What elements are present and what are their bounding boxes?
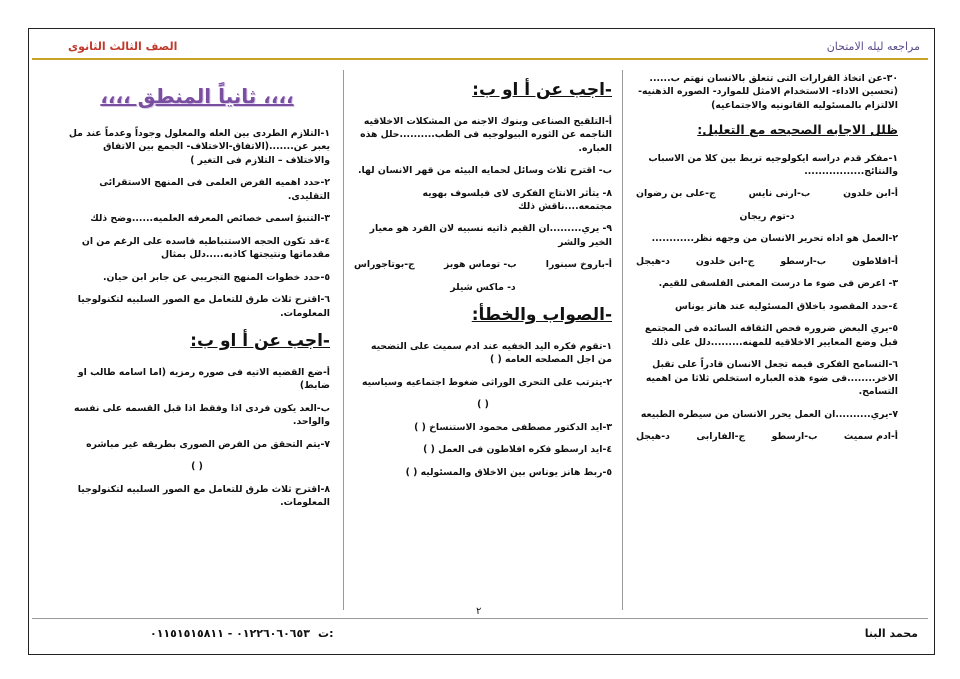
choice: أ-افلاطون xyxy=(852,255,898,267)
question-4: ٤-حدد المقصود باخلاق المسئوليه عند هانز يوناس xyxy=(675,300,898,312)
choice: د-هيجل xyxy=(636,431,670,443)
page-number: ٢ xyxy=(476,606,482,617)
footer-author: محمد البنا xyxy=(864,627,918,640)
question-4: ٤-قد تكون الحجه الاستنباطيه فاسده على الرغم من ان مقدماتها ونتيجتها كاذبه.....دلل بمثال xyxy=(81,235,330,261)
section-heading-answer: -اجب عن أ او ب: xyxy=(190,331,330,352)
choice: ب-ارنى نايس xyxy=(748,188,811,200)
header-title-left: الصف الثالث الثانوى xyxy=(68,40,178,53)
question-a: أ-ضع القضيه الاتيه فى صوره رمزيه (اما اسامه طالب او ضابط) xyxy=(77,366,330,392)
question-2-choices xyxy=(636,255,898,268)
section-heading-true-false: -الصواب والخطأ: xyxy=(471,305,612,326)
logic-section-title: ،،،، ثانياً المنطق ،،،، xyxy=(100,84,294,108)
header-title-right: مراجعه ليله الامتحان xyxy=(826,40,920,53)
left-column xyxy=(64,72,330,519)
question-7: ٧-يتم التحقق من الفرض الصورى بطريقه غير مباشره xyxy=(86,438,330,450)
question-1-choices xyxy=(636,187,898,200)
question-b: ب- اقترح ثلاث وسائل لحمايه البيئه من قهر الانسان لها. xyxy=(358,165,612,177)
question-2: ٢-العمل هو اداه تحرير الانسان من وجهه نظر............ xyxy=(651,233,898,245)
question-7: ٧-يري..........ان العمل يحرر الانسان من سيطره الطبيعه xyxy=(640,408,898,420)
tf-item-4: ٤-ايد ارسطو فكره افلاطون فى العمل ( ) xyxy=(423,444,612,456)
question-1: ١-التلازم الطردى بين العله والمعلول وجوداً وعدماً عند مل يعبر عن.......(الاتفاق-الاختلاف- الجمع بين الاتفاق والاختلاف – التلازم فى التغير ) xyxy=(68,128,330,166)
choice: ج-على بن رضوان xyxy=(636,188,716,200)
question-a: أ-التلقيح الصناعى وبنوك الاجنه من المشكلات الاخلاقيه الناجمه عن الثوره البيولوجيه فى الطب..........حلل هذه العباره. xyxy=(360,115,612,154)
choice: أ-باروخ سبنورا xyxy=(545,259,612,271)
choice: ب-ارسطو xyxy=(771,431,818,443)
question-2: ٢-حدد اهميه الفرض العلمى فى المنهج الاستقرائى التقليدى. xyxy=(99,177,330,202)
footer-phone-label: ت: xyxy=(318,627,334,640)
choice: ب- توماس هوبز xyxy=(443,259,517,271)
section-heading-choose: ظلل الاجابه الصحيحه مع التعليل: xyxy=(697,122,898,138)
column-divider-left xyxy=(343,70,344,610)
right-column xyxy=(636,72,898,453)
question-8: ٨- يتأثر الانتاج الفكرى لاى فيلسوف بهويه مجتمعه....ناقش ذلك xyxy=(422,187,612,212)
choice: أ-ادم سميث xyxy=(843,431,898,443)
question-5: ٥-حدد خطوات المنهج التجريبي عن جابر ابن حيان. xyxy=(102,271,330,283)
question-6: ٦-اقترح ثلاث طرق للتعامل مع الصور السلبيه لتكنولوجيا المعلومات. xyxy=(77,294,330,319)
question-8: ٨-اقترح ثلاث طرق للتعامل مع الصور السلبيه لتكنولوجيا المعلومات. xyxy=(77,483,330,509)
footer-phone: ٠١٢٢٦٠٦٠٦٥٣ - ٠١١٥١٥١٥٨١١ xyxy=(150,627,310,640)
question-5: ٥-يري البعض ضروره فحص الثقافه السائده فى المجتمع قبل وضع المعايير الاخلاقيه للمهنه.........دلل على ذلك xyxy=(644,323,898,348)
choice: ج-الفارابى xyxy=(696,431,746,443)
choice: ج-ابن خلدون xyxy=(695,255,755,267)
question-9: ٩- يري.........ان القيم ذاتيه نسبيه لان الفرد هو معيار الخير والشر xyxy=(369,223,612,248)
choice: د- ماكس شيلر xyxy=(450,281,516,293)
column-divider-right xyxy=(622,70,623,610)
section-heading-answer: -اجب عن أ او ب: xyxy=(472,80,612,100)
choice: د-هيجل xyxy=(636,255,670,267)
middle-column xyxy=(354,72,612,488)
choice: ب-ارسطو xyxy=(780,255,827,267)
footer-divider xyxy=(32,618,928,619)
answer-paren: ( ) xyxy=(191,461,203,473)
tf-item-1: ١-تقوم فكره اليد الخفيه عند ادم سميث على التضحيه من اجل المصلحه العامه ( ) xyxy=(371,340,612,366)
question-7-choices xyxy=(636,430,898,443)
question-3: ٣- اعرض فى ضوء ما درست المعنى الفلسفى للقيم. xyxy=(658,278,898,290)
question-1: ١-مفكر قدم دراسه ايكولوجيه تربط بين كلا من الاسباب والنتائج................. xyxy=(648,152,898,177)
tf-item-3: ٣-ايد الدكتور مصطفى محمود الاستنساخ ( ) xyxy=(414,421,612,433)
choice: أ-ابن خلدون xyxy=(843,188,898,200)
tf-item-5: ٥-ربط هانز يوناس بين الاخلاق والمسئوليه ( ) xyxy=(405,466,612,478)
choice: ج-بوتاجوراس xyxy=(354,259,415,271)
tf-item-2: ٢-يترتب على التحرى الوراثى ضغوط اجتماعيه وسياسيه xyxy=(361,376,612,388)
question-3: ٣-التنبؤ اسمى خصائص المعرفه العلميه......وضح ذلك xyxy=(90,213,330,225)
choice: د-توم ريجان xyxy=(739,210,795,222)
question-6: ٦-التسامح الفكرى قيمه تجعل الانسان قادراً على تقبل الاخر........فى ضوء هذه العباره استخلص ثلاثا من اهميه التسامح. xyxy=(645,359,898,398)
header-divider xyxy=(32,58,928,60)
question-30: ٣٠-عن اتخاذ القرارات التى تتعلق بالانسان نهتم ب......(تحسين الاداء- الاستخدام الامثل للموارد- الصوره الذهنيه- الالتزام بالمسئوليه القانونيه والاجتماعيه) xyxy=(638,73,898,111)
question-9-choices xyxy=(354,258,612,271)
question-b: ب-العد يكون فردى اذا وفقط اذا قبل القسمه على نفسه والواحد. xyxy=(74,402,330,428)
answer-paren: ( ) xyxy=(477,399,489,411)
